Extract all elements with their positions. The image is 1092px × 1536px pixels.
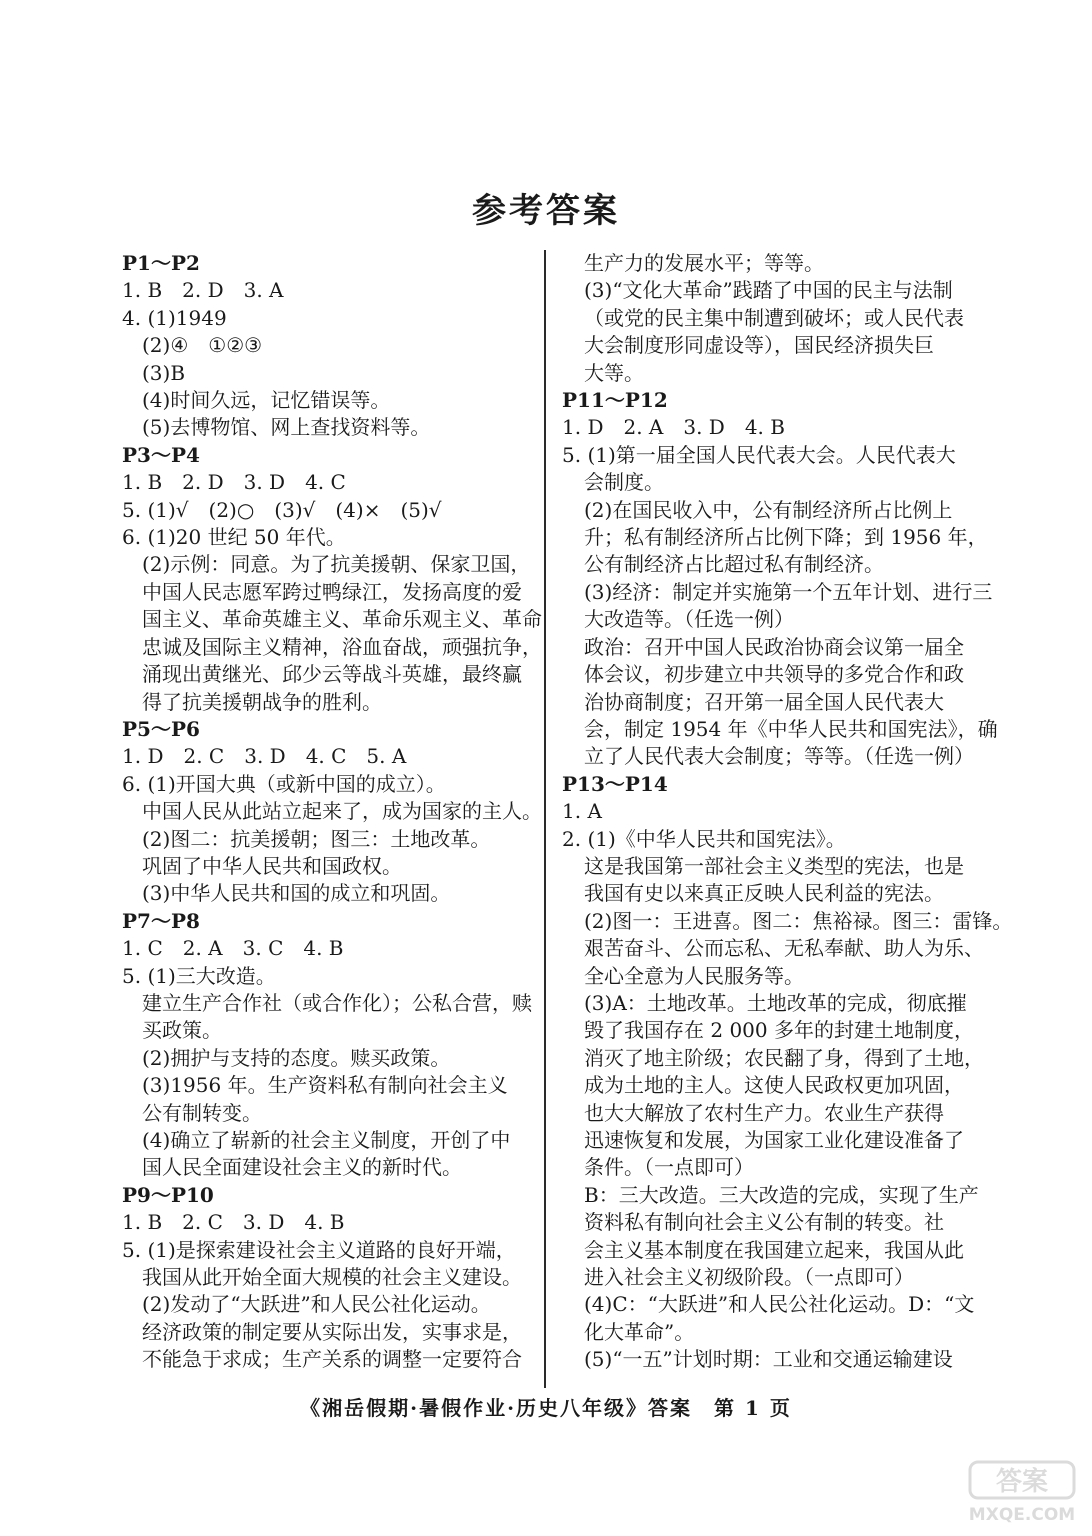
answer-line: 大会制度形同虚设等），国民经济损失巨: [584, 333, 934, 358]
answer-line: 国人民全面建设社会主义的新时代。: [142, 1155, 462, 1180]
answer-line: 1. B 2. D 3. D 4. C: [122, 470, 346, 495]
svg-text:答案: 答案: [995, 1467, 1049, 1497]
answer-line: 5. (1)是探索建设社会主义道路的良好开端，: [122, 1237, 516, 1262]
answer-line: (3)“文化大革命”践踏了中国的民主与法制: [584, 278, 953, 303]
answer-line: 也大大解放了农村生产力。农业生产获得: [584, 1100, 944, 1125]
answer-line: (2)④ ①②③: [142, 333, 263, 358]
answer-line: 会，制定 1954 年《中华人民共和国宪法》，确: [584, 716, 998, 741]
answer-line: 6. (1)开国大典（或新中国的成立）。: [122, 771, 446, 796]
answer-line: 中国人民志愿军跨过鸭绿江，发扬高度的爱: [142, 579, 522, 604]
answer-column-right: [562, 250, 1013, 1374]
answer-line: 成为土地的主人。这使人民政权更加巩固，: [584, 1073, 964, 1098]
answer-line: 会制度。: [584, 470, 664, 495]
answer-line: 5. (1)三大改造。: [122, 963, 276, 988]
answer-line: (3)B: [142, 360, 186, 385]
answer-line: 巩固了中华人民共和国政权。: [142, 853, 402, 878]
answer-line: 5. (1)第一届全国人民代表大会。人民代表大: [562, 442, 956, 467]
answer-line: 1. B 2. D 3. A: [122, 278, 284, 303]
answer-line: 这是我国第一部社会主义类型的宪法，也是: [584, 853, 964, 878]
answer-line: 会主义基本制度在我国建立起来，我国从此: [584, 1237, 964, 1262]
answer-line: 迅速恢复和发展，为国家工业化建设准备了: [584, 1128, 964, 1152]
answer-line: 6. (1)20 世纪 50 年代。: [122, 525, 346, 550]
answer-line: 1. A: [562, 799, 602, 824]
answer-line: 条件。（一点即可）: [584, 1155, 754, 1180]
answer-line: 化大革命”。: [584, 1319, 695, 1344]
section-heading: P5～P6: [122, 716, 200, 741]
answer-line: 体会议，初步建立中共领导的多党合作和政: [584, 662, 964, 687]
answer-line: B：三大改造。三大改造的完成，实现了生产: [584, 1182, 979, 1207]
answer-line: 涌现出黄继光、邱少云等战斗英雄，最终赢: [142, 662, 522, 687]
answer-line: 1. D 2. C 3. D 4. C 5. A: [122, 744, 407, 769]
answer-line: (3)1956 年。生产资料私有制向社会主义: [142, 1073, 508, 1098]
section-heading: P3～P4: [122, 442, 200, 467]
column-divider: [544, 250, 546, 1388]
answer-line: 4. (1)1949: [122, 305, 227, 330]
answer-line: 不能急于求成；生产关系的调整一定要符合: [142, 1347, 522, 1372]
answer-line: 1. C 2. A 3. C 4. B: [122, 936, 344, 961]
answer-line: 大等。: [584, 360, 644, 385]
section-heading: P11～P12: [562, 388, 668, 413]
answer-line: 2. (1)《中华人民共和国宪法》。: [562, 826, 846, 851]
page-title: 参考答案: [472, 191, 620, 231]
answer-line: 毁了我国存在 2 000 多年的封建土地制度，: [584, 1018, 974, 1043]
answer-line: 我国从此开始全面大规模的社会主义建设。: [142, 1265, 522, 1290]
answer-line: 政治：召开中国人民政治协商会议第一届全: [584, 634, 964, 659]
answer-line: 公有制经济占比超过私有制经济。: [584, 552, 884, 577]
section-heading: P1～P2: [122, 251, 200, 275]
section-heading: P9～P10: [122, 1182, 214, 1207]
answer-line: 建立生产合作社（或合作化）；公私合营，赎: [142, 990, 532, 1015]
answer-line: 全心全意为人民服务等。: [584, 963, 804, 988]
answer-line: (2)在国民收入中，公有制经济所占比例上: [584, 497, 953, 522]
answer-line: 中国人民从此站立起来了，成为国家的主人。: [142, 799, 542, 824]
answer-line: 大改造等。（任选一例）: [584, 607, 794, 632]
answer-line: (2)发动了“大跃进”和人民公社化运动。: [142, 1292, 491, 1317]
answer-line: 忠诚及国际主义精神，浴血奋战，顽强抗争，: [142, 634, 542, 659]
answer-line: 公有制转变。: [142, 1100, 262, 1125]
answer-line: (3)A：土地改革。土地改革的完成，彻底摧: [584, 990, 967, 1015]
answer-line: (3)经济：制定并实施第一个五年计划、进行三: [584, 579, 993, 604]
answer-line: （或党的民主集中制遭到破坏；或人民代表: [584, 305, 964, 330]
answer-column-left: [122, 250, 540, 1374]
answer-line: 5. (1)√ (2)○ (3)√ (4)× (5)√: [122, 497, 442, 522]
answer-line: (5)去博物馆、网上查找资料等。: [142, 415, 431, 440]
answer-line: (3)中华人民共和国的成立和巩固。: [142, 881, 451, 906]
answer-line: 1. D 2. A 3. D 4. B: [562, 415, 785, 440]
answer-line: (2)拥护与支持的态度。赎买政策。: [142, 1045, 451, 1070]
answer-line: 艰苦奋斗、公而忘私、无私奉献、助人为乐、: [584, 936, 984, 961]
section-heading: P13～P14: [562, 771, 668, 796]
answer-line: 立了人民代表大会制度；等等。（任选一例）: [584, 744, 974, 769]
svg-text:MXQE.COM: MXQE.COM: [968, 1505, 1076, 1525]
answer-line: (4)确立了崭新的社会主义制度，开创了中: [142, 1128, 511, 1152]
answer-line: 治协商制度；召开第一届全国人民代表大: [584, 689, 944, 714]
answer-line: 资料私有制向社会主义公有制的转变。社: [584, 1210, 944, 1235]
answer-line: (4)C：“大跃进”和人民公社化运动。D：“文: [584, 1292, 975, 1317]
answer-line: 进入社会主义初级阶段。（一点即可）: [584, 1265, 914, 1290]
site-watermark-logo: [962, 1458, 1082, 1528]
answer-line: 得了抗美援朝战争的胜利。: [142, 689, 382, 714]
answer-line: (5)“一五”计划时期：工业和交通运输建设: [584, 1347, 953, 1372]
answer-line: 消灭了地主阶级；农民翻了身，得到了土地，: [584, 1045, 984, 1070]
answer-line: (2)图二：抗美援朝；图三：土地改革。: [142, 826, 491, 851]
answer-line: (4)时间久远，记忆错误等。: [142, 388, 391, 413]
section-heading: P7～P8: [122, 908, 200, 933]
answer-line: 经济政策的制定要从实际出发，实事求是，: [142, 1319, 522, 1344]
answer-line: 我国有史以来真正反映人民利益的宪法。: [584, 881, 944, 906]
answer-line: 国主义、革命英雄主义、革命乐观主义、革命: [142, 607, 542, 632]
answer-line: 买政策。: [142, 1018, 222, 1043]
answer-line: 升；私有制经济所占比例下降；到 1956 年，: [584, 525, 988, 550]
answer-line: (2)示例：同意。为了抗美援朝、保家卫国，: [142, 552, 531, 577]
answer-line: 1. B 2. C 3. D 4. B: [122, 1210, 345, 1235]
answer-line: (2)图一：王进喜。图二：焦裕禄。图三：雷锋。: [584, 908, 1013, 933]
answer-line: 生产力的发展水平；等等。: [584, 251, 824, 275]
page-footer: 《湘岳假期·暑假作业·历史八年级》答案 第 1 页: [300, 1396, 792, 1420]
